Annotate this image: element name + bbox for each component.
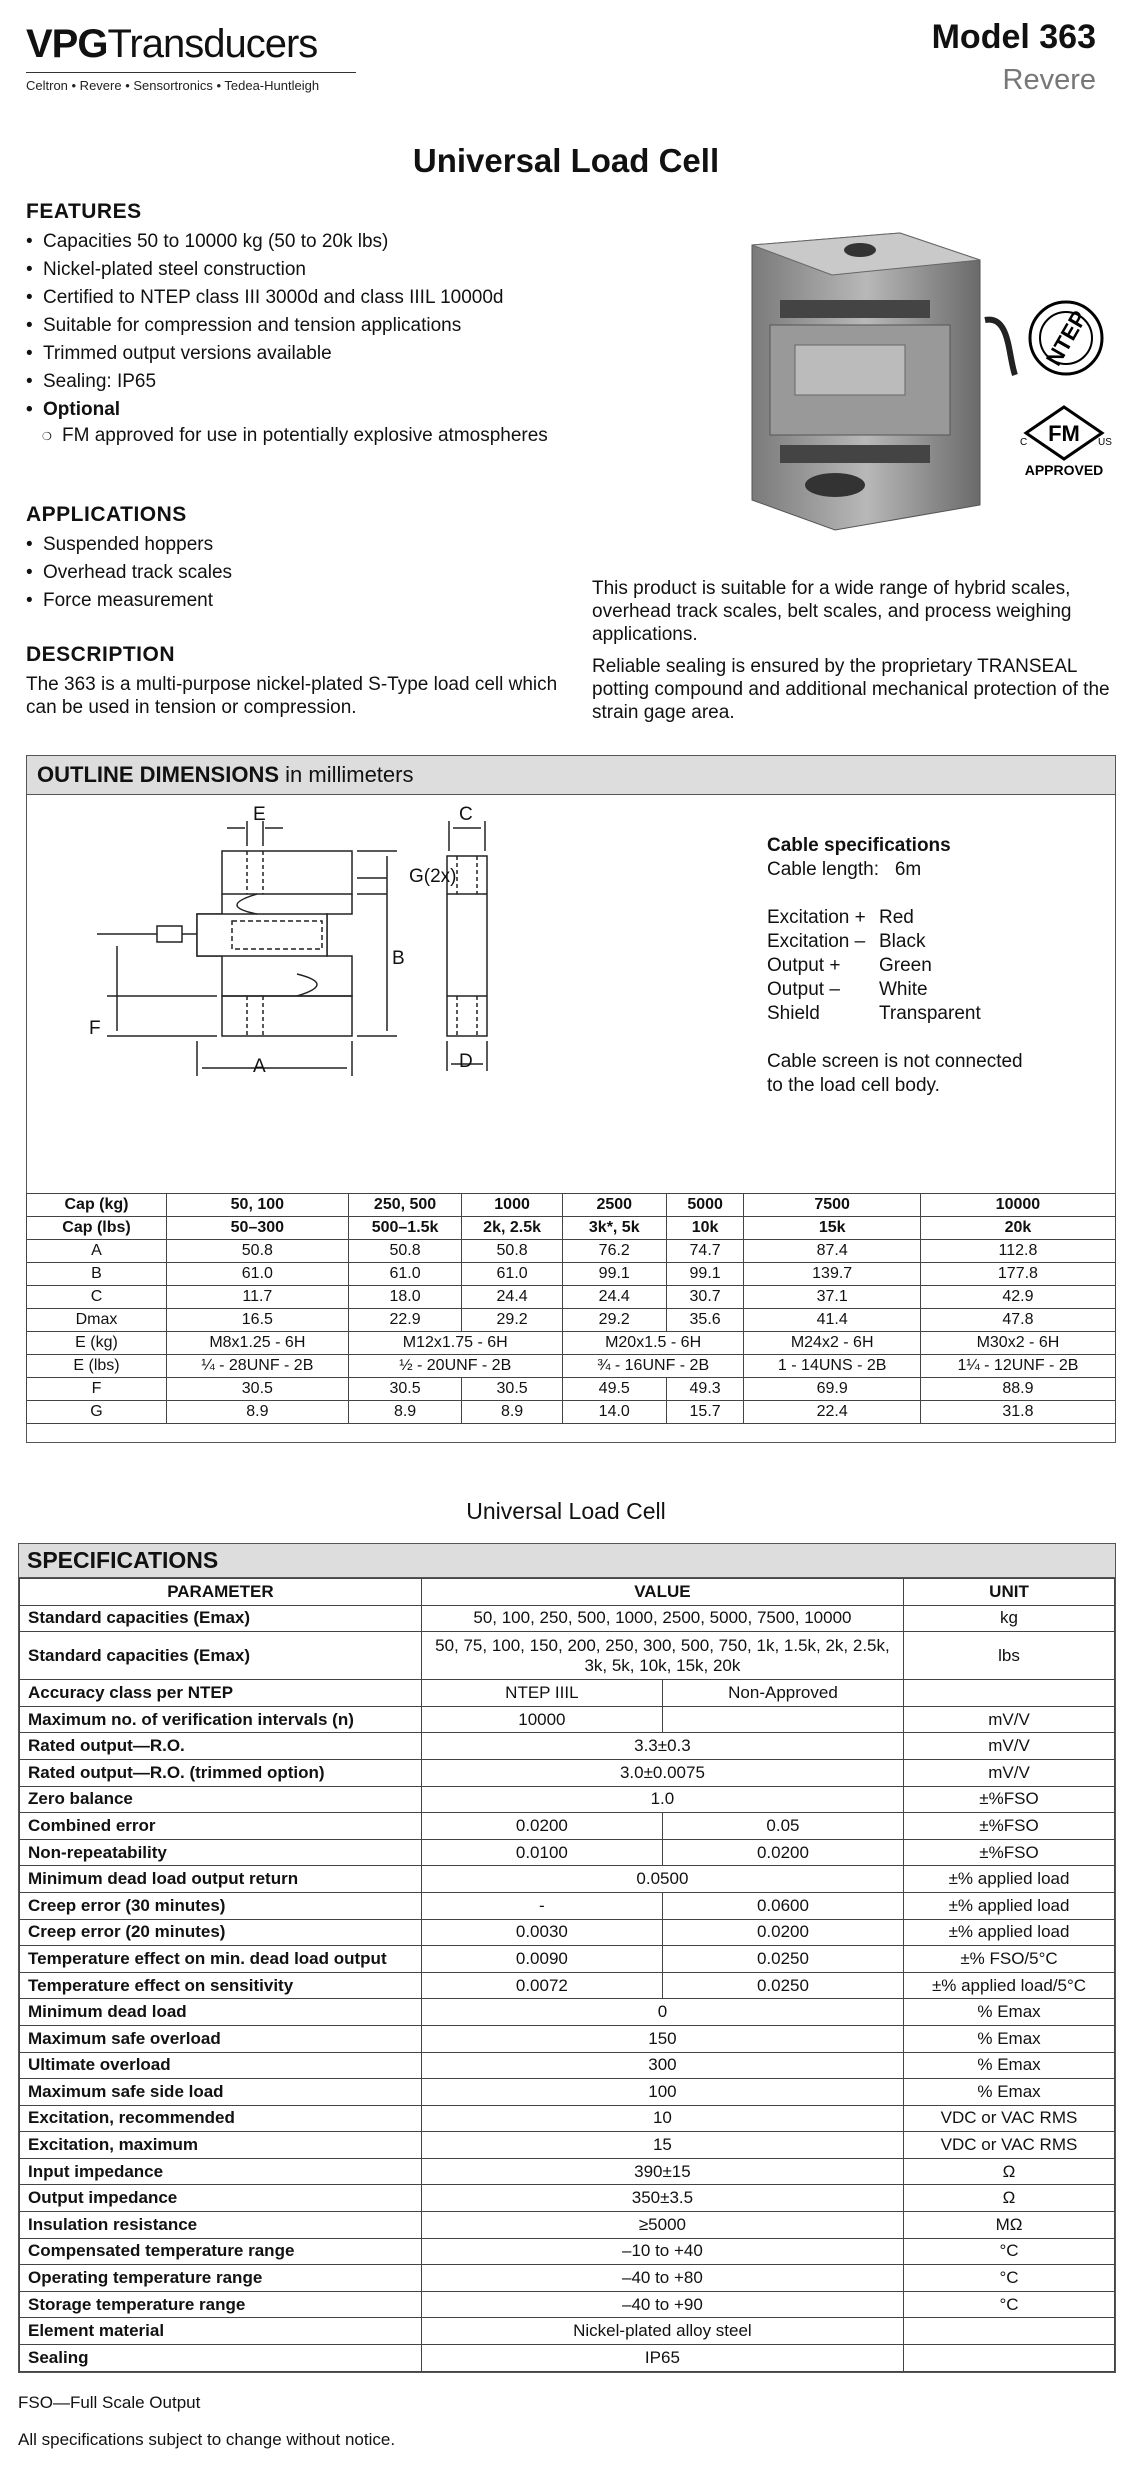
spec-unit: mV/V [904,1706,1115,1733]
dim-cell: 88.9 [920,1378,1115,1401]
spec-value: 3.0±0.0075 [421,1759,903,1786]
spec-row [20,1786,1115,1813]
spec-row [20,2345,1115,2372]
dim-cell: 14.0 [562,1401,666,1424]
dim-cell: 8.9 [348,1401,462,1424]
spec-row [20,1733,1115,1760]
wire-color: Transparent [879,1003,981,1024]
spec-row [20,2025,1115,2052]
wire-color: Black [879,931,926,952]
dim-cell: 76.2 [562,1240,666,1263]
spec-value: 0.0072 [421,1972,662,1999]
wire-color: White [879,979,928,1000]
applications-heading: APPLICATIONS [26,503,187,526]
wire-row [767,954,1023,978]
dim-cell: 500–1.5k [348,1217,462,1240]
spec-unit: Ω [904,2158,1115,2185]
spec-value: 0.0250 [662,1946,903,1973]
dim-cell: 2500 [562,1194,666,1217]
spec-parameter: Insulation resistance [20,2212,422,2239]
spec-row [20,1680,1115,1707]
outline-dimensions-box [26,755,1116,1443]
spec-parameter: Element material [20,2318,422,2345]
spec-parameter: Excitation, recommended [20,2105,422,2132]
dimensions-table [26,1193,1116,1424]
spec-value: 0 [421,1999,903,2026]
spec-parameter: Non-repeatability [20,1839,422,1866]
spec-unit: mV/V [904,1733,1115,1760]
dim-cell: 1 - 14UNS - 2B [744,1355,920,1378]
svg-text:APPROVED: APPROVED [1024,462,1104,478]
spec-unit: % Emax [904,2079,1115,2106]
logo-subtitle: Celtron • Revere • Sensortronics • Tedea-Huntleigh [26,78,320,93]
spec-row [20,1919,1115,1946]
spec-unit: ±%FSO [904,1786,1115,1813]
dim-cell: 8.9 [167,1401,349,1424]
dim-cell: M24x2 - 6H [744,1332,920,1355]
spec-unit: °C [904,2265,1115,2292]
dim-cell: M20x1.5 - 6H [562,1332,744,1355]
optional-list [26,424,586,448]
dim-cell: M30x2 - 6H [920,1332,1115,1355]
spec-parameter: Zero balance [20,1786,422,1813]
dim-cell: 69.9 [744,1378,920,1401]
spec-row [20,2265,1115,2292]
wire-list [767,906,1023,1026]
spec-row [20,1605,1115,1632]
dim-cell: 20k [920,1217,1115,1240]
dim-cell: 30.7 [666,1286,744,1309]
spec-value: –10 to +40 [421,2238,903,2265]
dim-cell: A [27,1240,167,1263]
optional-label: • Optional [26,396,586,424]
dim-cell: ¾ - 16UNF - 2B [562,1355,744,1378]
dim-cell: Dmax [27,1309,167,1332]
spec-value: 0.0090 [421,1946,662,1973]
footnote-fso: FSO—Full Scale Output [18,2393,201,2412]
dim-row [27,1286,1116,1309]
dim-cell: 87.4 [744,1240,920,1263]
spec-row [20,1972,1115,1999]
applications-section [26,503,586,615]
dim-cell: 99.1 [562,1263,666,1286]
dim-cell: 49.3 [666,1378,744,1401]
spec-parameter: Storage temperature range [20,2291,422,2318]
dim-cell: 61.0 [167,1263,349,1286]
dim-cell: F [27,1378,167,1401]
outline-drawing [67,806,707,1146]
spec-row [20,2105,1115,2132]
dim-cell: 1000 [462,1194,562,1217]
dim-row [27,1217,1116,1240]
dim-cell: 50.8 [167,1240,349,1263]
features-section [26,200,586,448]
spec-value: 350±3.5 [421,2185,903,2212]
spec-unit: % Emax [904,1999,1115,2026]
specifications-heading: SPECIFICATIONS [19,1544,1115,1578]
footnote-notice: All specifications subject to change without notice. [18,2430,396,2449]
outline-heading: OUTLINE DIMENSIONS in millimeters [27,756,1115,795]
dim-row [27,1240,1116,1263]
spec-unit: Ω [904,2185,1115,2212]
wire-signal: Output – [767,979,840,1000]
spec-row [20,1632,1115,1680]
dim-cell: E (lbs) [27,1355,167,1378]
dim-cell: 2k, 2.5k [462,1217,562,1240]
spec-row [20,1706,1115,1733]
spec-value: 0.0030 [421,1919,662,1946]
spec-value: - [421,1892,662,1919]
spec-value: 0.0100 [421,1839,662,1866]
spec-unit: ±% applied load [904,1866,1115,1893]
spec-row [20,1999,1115,2026]
cable-title: Cable specifications [767,835,951,856]
dim-cell: Cap (lbs) [27,1217,167,1240]
specifications-box [18,1543,1116,2373]
dim-cell: 50–300 [167,1217,349,1240]
spec-row [20,2079,1115,2106]
model-number: Model 363 [931,18,1096,56]
dim-cell: 22.9 [348,1309,462,1332]
spec-parameter: Operating temperature range [20,2265,422,2292]
dim-cell: 31.8 [920,1401,1115,1424]
wire-color: Green [879,955,932,976]
dim-cell: M8x1.25 - 6H [167,1332,349,1355]
spec-parameter: Standard capacities (Emax) [20,1605,422,1632]
wire-row [767,906,1023,930]
dim-cell: 16.5 [167,1309,349,1332]
spec-row [20,2185,1115,2212]
spec-parameter: Maximum no. of verification intervals (n) [20,1706,422,1733]
spec-parameter: Temperature effect on min. dead load output [20,1946,422,1973]
wire-signal: Excitation + [767,907,866,928]
dim-row [27,1263,1116,1286]
spec-parameter: Ultimate overload [20,2052,422,2079]
dim-cell: B [27,1263,167,1286]
spec-unit: ±%FSO [904,1813,1115,1840]
spec-parameter: Minimum dead load output return [20,1866,422,1893]
spec-parameter: Accuracy class per NTEP [20,1680,422,1707]
features-list [26,228,586,396]
spec-parameter: Combined error [20,1813,422,1840]
dim-cell: 24.4 [562,1286,666,1309]
spec-row [20,2132,1115,2159]
spec-unit: VDC or VAC RMS [904,2105,1115,2132]
spec-unit: ±% applied load/5°C [904,1972,1115,1999]
spec-value: 0.0250 [662,1972,903,1999]
fm-approved-badge-icon [1018,405,1110,480]
description-text: The 363 is a multi-purpose nickel-plated S-Type load cell which can be used in tension or compression. [26,674,558,718]
dim-cell: 29.2 [462,1309,562,1332]
spec-value [662,1706,903,1733]
section-subtitle: Universal Load Cell [466,1498,666,1524]
spec-row [20,2238,1115,2265]
dim-cell: 10000 [920,1194,1115,1217]
spec-parameter: Maximum safe side load [20,2079,422,2106]
dim-row [27,1355,1116,1378]
dim-cell: 7500 [744,1194,920,1217]
spec-parameter: Output impedance [20,2185,422,2212]
wire-color: Red [879,907,914,928]
optional-item: ❍ FM approved for use in potentially explosive atmospheres [42,424,586,448]
load-cell-photo [740,205,1015,535]
spec-unit: ±% applied load [904,1919,1115,1946]
spec-value: IP65 [421,2345,903,2372]
spec-row [20,1892,1115,1919]
spec-value: 10000 [421,1706,662,1733]
wire-signal: Excitation – [767,931,866,952]
spec-unit: MΩ [904,2212,1115,2239]
dim-cell: 24.4 [462,1286,562,1309]
dim-cell: 47.8 [920,1309,1115,1332]
dim-cell: 41.4 [744,1309,920,1332]
col-value: VALUE [421,1579,903,1606]
spec-row [20,1759,1115,1786]
dim-row [27,1401,1116,1424]
dim-cell: 50, 100 [167,1194,349,1217]
dim-cell: 61.0 [462,1263,562,1286]
spec-unit: ±% FSO/5°C [904,1946,1115,1973]
dim-cell: 1¼ - 12UNF - 2B [920,1355,1115,1378]
spec-unit: lbs [904,1632,1115,1680]
spec-value: 50, 75, 100, 150, 200, 250, 300, 500, 750, 1k, 1.5k, 2k, 2.5k, 3k, 5k, 10k, 15k, 20k [421,1632,903,1680]
spec-value: NTEP IIIL [421,1680,662,1707]
vpg-logo: VPGTransducers [26,22,318,66]
spec-value: Nickel-plated alloy steel [421,2318,903,2345]
spec-value: 100 [421,2079,903,2106]
svg-text:NTEP: NTEP [1040,306,1092,370]
wire-signal: Shield [767,1003,820,1024]
spec-unit: ±%FSO [904,1839,1115,1866]
dim-label-d: D [459,1051,473,1072]
cable-length-label: Cable length: [767,859,879,880]
dim-cell: C [27,1286,167,1309]
feature-item: • Capacities 50 to 10000 kg (50 to 20k lbs) [26,228,586,256]
spec-unit [904,1680,1115,1707]
dim-cell: 139.7 [744,1263,920,1286]
spec-value: 0.0600 [662,1892,903,1919]
cable-note-2: to the load cell body. [767,1075,940,1096]
dim-cell: 35.6 [666,1309,744,1332]
cable-length-value: 6m [894,859,922,880]
svg-text:C: C [1020,437,1028,448]
spec-row [20,1839,1115,1866]
spec-value: 15 [421,2132,903,2159]
dim-row [27,1332,1116,1355]
dim-cell: 11.7 [167,1286,349,1309]
dim-label-e: E [253,804,266,825]
col-unit: UNIT [904,1579,1115,1606]
dim-cell: 74.7 [666,1240,744,1263]
application-item: • Overhead track scales [26,559,586,587]
dim-cell: ½ - 20UNF - 2B [348,1355,562,1378]
ntep-badge-icon [1028,300,1104,376]
dim-cell: 61.0 [348,1263,462,1286]
spec-parameter: Maximum safe overload [20,2025,422,2052]
spec-parameter: Creep error (30 minutes) [20,1892,422,1919]
svg-text:US: US [1098,437,1112,448]
dim-cell: 50.8 [462,1240,562,1263]
feature-item: • Suitable for compression and tension applications [26,312,586,340]
dim-cell: Cap (kg) [27,1194,167,1217]
spec-parameter: Standard capacities (Emax) [20,1632,422,1680]
spec-value: 50, 100, 250, 500, 1000, 2500, 5000, 7500, 10000 [421,1605,903,1632]
spec-value: 10 [421,2105,903,2132]
feature-item: • Certified to NTEP class III 3000d and class IIIL 10000d [26,284,586,312]
spec-unit [904,2318,1115,2345]
spec-value: –40 to +80 [421,2265,903,2292]
features-heading: FEATURES [26,200,142,223]
wire-signal: Output + [767,955,841,976]
feature-item: • Nickel-plated steel construction [26,256,586,284]
spec-row [20,2318,1115,2345]
dim-cell: 22.4 [744,1401,920,1424]
col-parameter: PARAMETER [20,1579,422,1606]
spec-parameter: Rated output—R.O. (trimmed option) [20,1759,422,1786]
dim-row [27,1378,1116,1401]
spec-unit [904,2345,1115,2372]
spec-row [20,1813,1115,1840]
dim-cell: 8.9 [462,1401,562,1424]
spec-value: 3.3±0.3 [421,1733,903,1760]
spec-unit: % Emax [904,2025,1115,2052]
spec-unit: °C [904,2291,1115,2318]
page-title: Universal Load Cell [412,142,720,179]
spec-value: 1.0 [421,1786,903,1813]
dim-label-c: C [459,804,473,825]
spec-value: ≥5000 [421,2212,903,2239]
description-paragraph-2: Reliable sealing is ensured by the proprietary TRANSEAL potting compound and additional mechanical protection of the strain gage area. [592,656,1110,723]
spec-unit: mV/V [904,1759,1115,1786]
brand-name: Revere [1002,64,1096,96]
spec-value: 0.0200 [421,1813,662,1840]
dim-cell: 30.5 [462,1378,562,1401]
spec-value: 0.05 [662,1813,903,1840]
spec-unit: ±% applied load [904,1892,1115,1919]
wire-row [767,1002,1023,1026]
spec-value: 0.0200 [662,1839,903,1866]
spec-parameter: Compensated temperature range [20,2238,422,2265]
feature-item: • Sealing: IP65 [26,368,586,396]
dim-cell: 3k*, 5k [562,1217,666,1240]
spec-parameter: Rated output—R.O. [20,1733,422,1760]
spec-value: Non-Approved [662,1680,903,1707]
spec-parameter: Minimum dead load [20,1999,422,2026]
dim-cell: E (kg) [27,1332,167,1355]
spec-row [20,1946,1115,1973]
spec-value: 0.0200 [662,1919,903,1946]
cable-specifications [767,834,1023,1098]
dim-cell: 15k [744,1217,920,1240]
spec-row [20,1866,1115,1893]
spec-unit: kg [904,1605,1115,1632]
dim-cell: 250, 500 [348,1194,462,1217]
spec-parameter: Excitation, maximum [20,2132,422,2159]
wire-row [767,978,1023,1002]
dim-cell: 15.7 [666,1401,744,1424]
dim-cell: 29.2 [562,1309,666,1332]
description-right [592,577,1114,724]
applications-list [26,531,586,615]
dim-cell: 177.8 [920,1263,1115,1286]
wire-row [767,930,1023,954]
description-heading: DESCRIPTION [26,643,176,666]
dim-row [27,1309,1116,1332]
spec-parameter: Input impedance [20,2158,422,2185]
dim-row [27,1194,1116,1217]
spec-row [20,2291,1115,2318]
spec-row [20,2158,1115,2185]
spec-value: 0.0500 [421,1866,903,1893]
dim-cell: 49.5 [562,1378,666,1401]
dim-label-b: B [392,948,405,969]
dim-cell: 99.1 [666,1263,744,1286]
dim-label-a: A [253,1056,266,1077]
spec-parameter: Sealing [20,2345,422,2372]
dim-cell: 30.5 [167,1378,349,1401]
dim-cell: 37.1 [744,1286,920,1309]
spec-unit: °C [904,2238,1115,2265]
dim-label-f: F [89,1018,101,1039]
feature-item: • Trimmed output versions available [26,340,586,368]
application-item: • Force measurement [26,587,586,615]
dim-cell: 5000 [666,1194,744,1217]
spec-value: 300 [421,2052,903,2079]
logo-divider [26,72,356,73]
dim-cell: 18.0 [348,1286,462,1309]
spec-parameter: Temperature effect on sensitivity [20,1972,422,1999]
specifications-table [19,1578,1115,2372]
description-paragraph-1: This product is suitable for a wide range of hybrid scales, overhead track scales, belt scales, and process weighing applications. [592,578,1072,645]
dim-cell: 30.5 [348,1378,462,1401]
spec-unit: % Emax [904,2052,1115,2079]
dim-cell: G [27,1401,167,1424]
dim-cell: ¼ - 28UNF - 2B [167,1355,349,1378]
dim-label-g: G(2x) [409,866,457,887]
dim-cell: 10k [666,1217,744,1240]
dim-cell: 42.9 [920,1286,1115,1309]
dim-cell: 112.8 [920,1240,1115,1263]
spec-row [20,2052,1115,2079]
dim-cell: 50.8 [348,1240,462,1263]
spec-parameter: Creep error (20 minutes) [20,1919,422,1946]
dim-cell: M12x1.75 - 6H [348,1332,562,1355]
application-item: • Suspended hoppers [26,531,586,559]
description-section [26,643,566,719]
cable-note-1: Cable screen is not connected [767,1051,1023,1072]
spec-value: 390±15 [421,2158,903,2185]
svg-text:FM: FM [1048,421,1080,446]
spec-value: –40 to +90 [421,2291,903,2318]
spec-row [20,2212,1115,2239]
spec-unit: VDC or VAC RMS [904,2132,1115,2159]
spec-value: 150 [421,2025,903,2052]
